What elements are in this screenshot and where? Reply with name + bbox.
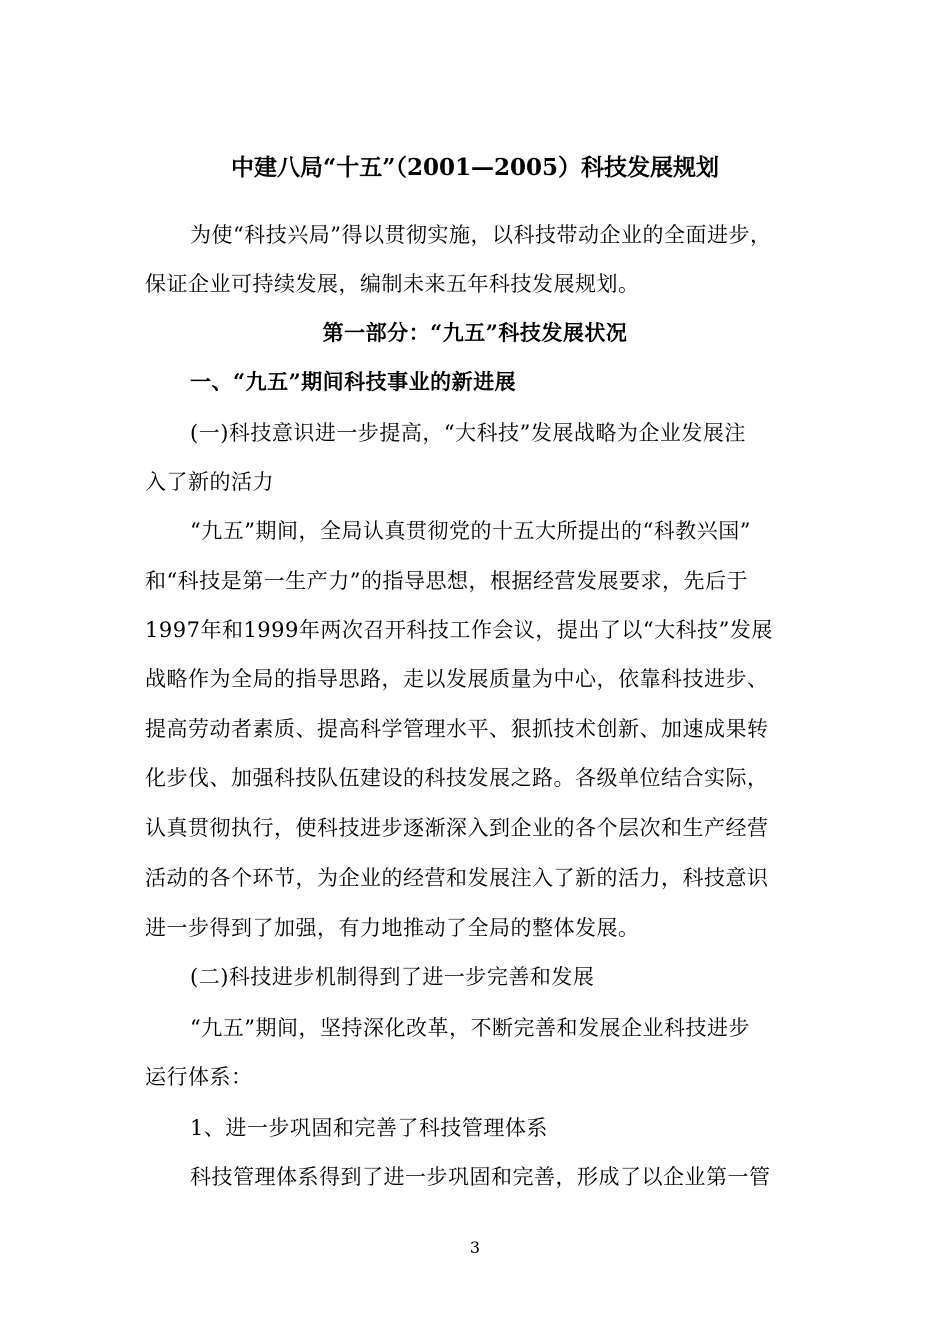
paragraph-1-line-2: 和“科技是第一生产力”的指导思想，根据经营发展要求，先后于 [145,569,748,593]
part-heading: 第一部分：“九五”科技发展状况 [322,320,628,345]
intro-line-1: 为使“科技兴局”得以贯彻实施，以科技带动企业的全面进步， [190,223,772,247]
paragraph-1-line-7: 认真贯彻执行，使科技进步逐渐深入到企业的各个层次和生产经营 [145,816,769,840]
paragraph-1-line-8: 活动的各个环节，为企业的经营和发展注入了新的活力，科技意识 [145,866,769,890]
paragraph-3-line-1: 科技管理体系得到了进一步巩固和完善，形成了以企业第一管 [190,1165,771,1189]
paragraph-1-line-1: “九五”期间，全局认真贯彻党的十五大所提出的“科教兴国” [190,519,751,543]
page-number: 3 [469,1238,481,1257]
paragraph-1-line-6: 化步伐、加强科技队伍建设的科技发展之路。各级单位结合实际， [145,766,769,790]
paragraph-2-line-2: 运行体系： [145,1065,253,1089]
item-1: 1、进一步巩固和完善了科技管理体系 [190,1116,548,1140]
intro-line-2: 保证企业可持续发展，编制未来五年科技发展规划。 [145,272,640,296]
paragraph-1-line-4: 战略作为全局的指导思路，走以发展质量为中心，依靠科技进步、 [145,667,769,691]
subsection-1-line-2: 入了新的活力 [145,470,274,494]
paragraph-2-line-1: “九五”期间，坚持深化改革，不断完善和发展企业科技进步 [190,1016,750,1040]
subsection-1-line-1: (一)科技意识进一步提高，“大科技”发展战略为企业发展注 [190,421,746,445]
paragraph-1-line-3: 1997年和1999年两次召开科技工作会议，提出了以“大科技”发展 [145,618,773,642]
paragraph-1-line-9: 进一步得到了加强，有力地推动了全局的整体发展。 [145,916,640,940]
document-title: 中建八局“十五”（2001—2005）科技发展规划 [231,154,719,181]
paragraph-1-line-5: 提高劳动者素质、提高科学管理水平、狠抓技术创新、加速成果转 [145,717,769,741]
section-heading: 一、“九五”期间科技事业的新进展 [190,369,517,394]
subsection-2: (二)科技进步机制得到了进一步完善和发展 [190,965,595,989]
